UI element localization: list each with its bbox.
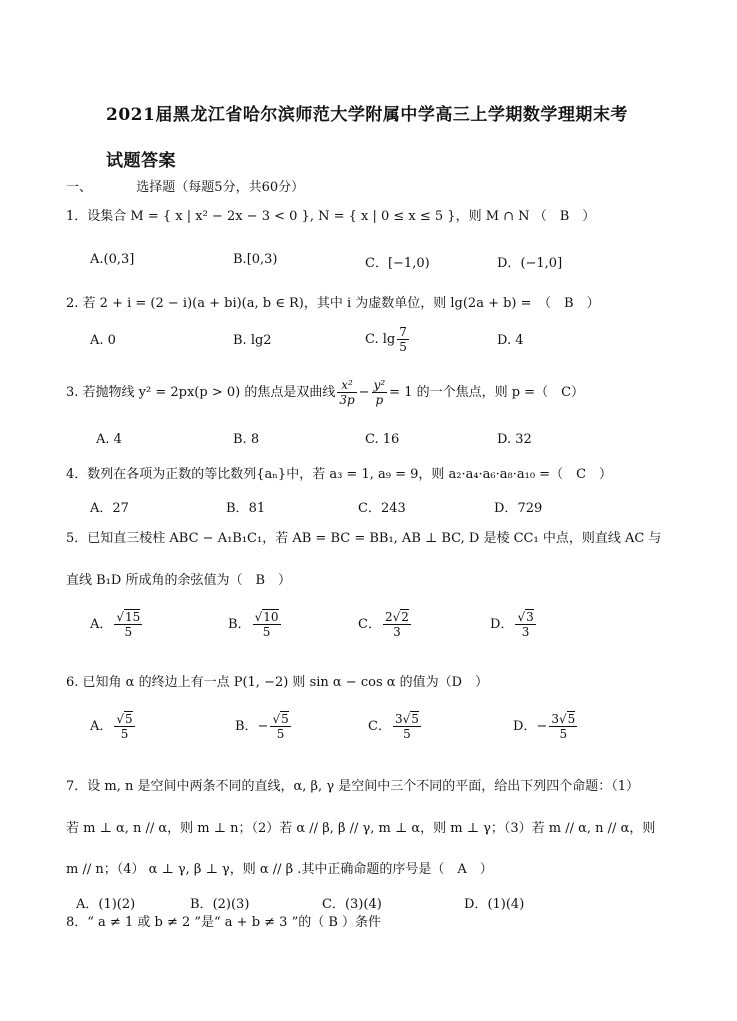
q2-option-a: A. 0 <box>90 333 116 348</box>
q7-option-d: D．(1)(4) <box>464 897 525 912</box>
q3-option-b: B. 8 <box>233 432 260 447</box>
q4-option-c: C．243 <box>358 501 406 516</box>
section-number: 一、 <box>66 180 93 195</box>
q4-option-b: B．81 <box>226 501 266 516</box>
q3-option-a: A. 4 <box>96 432 122 447</box>
q3-fraction-y: $\frac{\text{y²}}{p}$ <box>373 378 386 407</box>
q7-option-a: A．(1)(2) <box>76 897 136 912</box>
question-8-text: 8．“ a ≠ 1 或 b ≠ 2 ”是“ a + b ≠ 3 ”的（ B ）条件 <box>66 915 382 930</box>
q5-option-d: D． $\frac{√3}{3}$ <box>490 610 534 639</box>
q7-option-c: C．(3)(4) <box>322 897 382 912</box>
question-2-text: 2. 若 2 + i = (2 − i)(a + bi)(a, b ∈ R)，其中 i 为虚数单位，则 lg(2a + b) = （ B ） <box>66 296 600 311</box>
q3-option-d: D. 32 <box>497 432 532 447</box>
q6-option-a: A． $\frac{√5}{5}$ <box>90 712 133 741</box>
section-heading <box>66 179 304 197</box>
q3-fraction-x: $\frac{\text{x²}}{3p}$ <box>339 378 355 407</box>
question-7-text-line3: m // n；（4） α ⊥ γ, β ⊥ γ，则 α // β .其中正确命题的序号是（ A ） <box>66 862 493 877</box>
q2-option-b: B. lg2 <box>233 333 272 348</box>
q6-option-d: D．− $\frac{3√5}{5}$ <box>513 712 576 741</box>
question-1-text: 1．设集合 M = { x | x² − 2x − 3 < 0 }, N = { x | 0 ≤ x ≤ 5 }，则 M ∩ N （ B ） <box>66 209 596 224</box>
section-label: 选择题（每题5分，共60分） <box>136 180 305 195</box>
q5-option-b: B． $\frac{√10}{5}$ <box>228 610 279 639</box>
q6-option-c: C． $\frac{3√5}{5}$ <box>368 712 419 741</box>
question-4-text: 4．数列在各项为正数的等比数列{aₙ}中，若 a₃ = 1, a₉ = 9，则 a₂·a₄·a₆·a₈·a₁₀ =（ C ） <box>66 467 613 482</box>
question-7-text-line1: 7．设 m, n 是空间中两条不同的直线，α, β, γ 是空间中三个不同的平面，给出下列四个命题：（1） <box>66 779 639 794</box>
q1-option-c: C．[−1,0) <box>365 256 430 271</box>
q2-option-c-fraction: $\frac{7}{5}$ <box>399 325 407 354</box>
q1-option-a: A.(0,3] <box>90 252 135 267</box>
q3-option-c: C. 16 <box>365 432 400 447</box>
document-title-line1: 2021届黑龙江省哈尔滨师范大学附属中学高三上学期数学理期末考 <box>106 105 628 125</box>
q2-option-c: C. lg $\frac{7}{5}$ <box>365 325 407 354</box>
q4-option-d: D．729 <box>494 501 543 516</box>
question-6-text: 6. 已知角 α 的终边上有一点 P(1, −2) 则 sin α − cos α 的值为（D ） <box>66 675 489 690</box>
document-title-line2: 试题答案 <box>106 151 176 171</box>
question-5-text-line2: 直线 B₁D 所成角的余弦值为（ B ） <box>66 573 292 588</box>
q6-option-b: B．− $\frac{√5}{5}$ <box>235 712 289 741</box>
question-3-text: 3. 若抛物线 y² = 2px(p > 0) 的焦点是双曲线 $\frac{\text{x²}}{3p}$ − $\frac{\text{y²}}{p}$ = 1 的一个焦点，则 p =（ C） <box>66 378 585 407</box>
q7-option-b: B．(2)(3) <box>190 897 250 912</box>
question-7-text-line2: 若 m ⊥ α, n // α，则 m ⊥ n；（2）若 α // β, β // γ, m ⊥ α，则 m ⊥ γ；（3）若 m // α, n // α，则 <box>66 821 656 836</box>
q1-option-b: B.[0,3) <box>233 252 278 267</box>
q5-option-a: A． $\frac{√15}{5}$ <box>90 610 141 639</box>
q2-option-d: D. 4 <box>497 333 524 348</box>
q5-option-c: C． $\frac{2√2}{3}$ <box>358 610 409 639</box>
q4-option-a: A．27 <box>90 501 129 516</box>
question-5-text-line1: 5．已知直三棱柱 ABC − A₁B₁C₁，若 AB = BC = BB₁, AB ⊥ BC, D 是棱 CC₁ 中点，则直线 AC 与 <box>66 531 662 546</box>
q1-option-d: D．(−1,0] <box>497 256 563 271</box>
